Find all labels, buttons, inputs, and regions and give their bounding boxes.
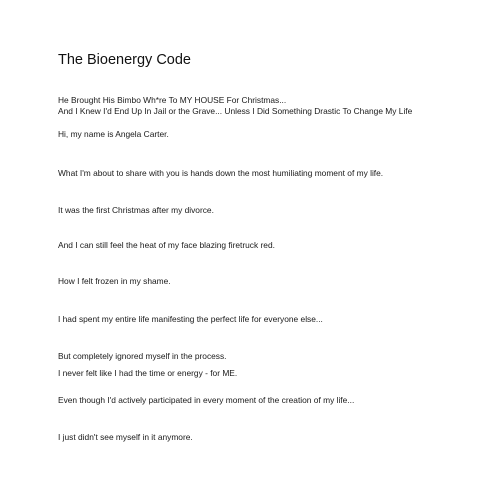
paragraph-christmas: It was the first Christmas after my divorce. [58, 205, 214, 215]
paragraph-heat: And I can still feel the heat of my face blazing firetruck red. [58, 240, 275, 250]
paragraph-manifesting: I had spent my entire life manifesting the perfect life for everyone else... [58, 314, 323, 324]
paragraph-intro: Hi, my name is Angela Carter. [58, 129, 169, 139]
headline-line-2: And I Knew I'd End Up In Jail or the Grave... Unless I Did Something Drastic To Change My Life [58, 106, 413, 116]
paragraph-share: What I'm about to share with you is hands down the most humiliating moment of my life. [58, 168, 384, 178]
paragraph-participated: Even though I'd actively participated in every moment of the creation of my life... [58, 395, 355, 405]
headline-line-1: He Brought His Bimbo Wh*re To MY HOUSE For Christmas... [58, 95, 287, 105]
paragraph-frozen: How I felt frozen in my shame. [58, 276, 171, 286]
document-title: The Bioenergy Code [58, 52, 191, 68]
paragraph-see-myself: I just didn't see myself in it anymore. [58, 432, 193, 442]
paragraph-energy: I never felt like I had the time or energy - for ME. [58, 368, 238, 378]
paragraph-ignored: But completely ignored myself in the process. [58, 351, 227, 361]
